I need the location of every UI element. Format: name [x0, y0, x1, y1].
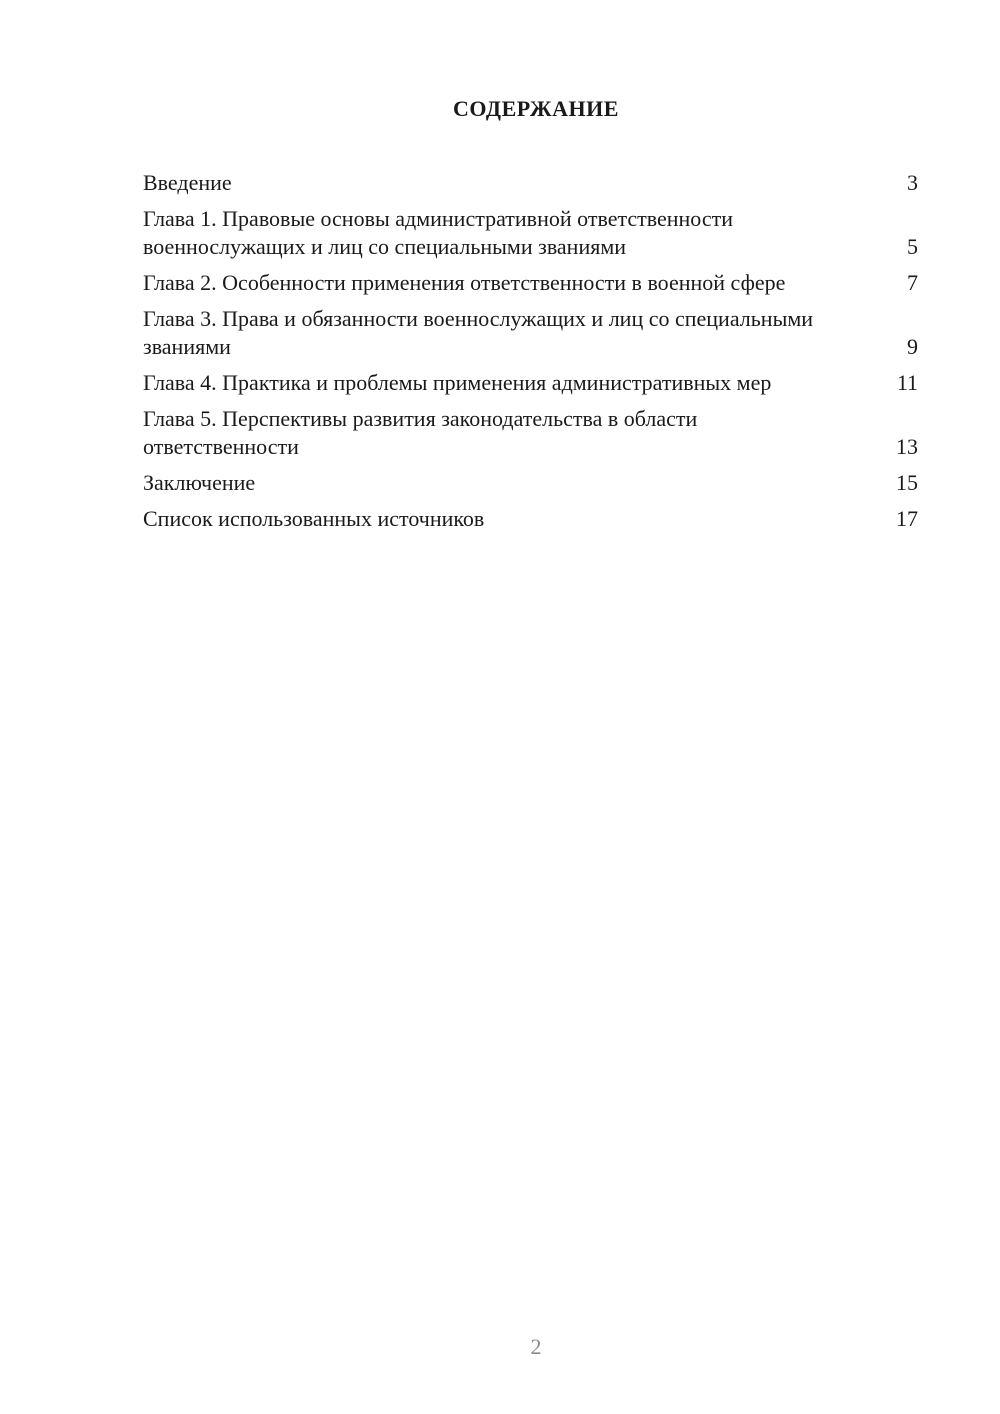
toc-entry-text: Список использованных источников — [143, 506, 485, 531]
toc-entry-text: Глава 2. Особенности применения ответственности в военной сфере — [143, 270, 786, 295]
page-title: СОДЕРЖАНИЕ — [453, 96, 619, 121]
toc-entry-chapter-2[interactable] — [143, 269, 918, 297]
toc-entry-chapter-4[interactable] — [143, 369, 918, 397]
toc-entry-text: Заключение — [143, 470, 256, 495]
toc-entry-page: 5 — [907, 234, 918, 259]
toc-entry-page: 3 — [907, 170, 918, 195]
toc-entry-text: Глава 4. Практика и проблемы применения административных мер — [143, 370, 772, 395]
toc-entry-text: Глава 5. Перспективы развития законодательства в области ответственности — [143, 406, 698, 459]
toc-entry-page: 17 — [896, 506, 918, 531]
toc-entry-text: Глава 3. Права и обязанности военнослужащих и лиц со специальными званиями — [143, 306, 814, 359]
toc-entry-chapter-1[interactable] — [143, 205, 918, 261]
toc-entry-text: Введение — [143, 170, 232, 195]
toc-entry-page: 13 — [896, 434, 918, 459]
toc-entry-page: 7 — [907, 270, 918, 295]
toc-entry-references[interactable] — [143, 505, 918, 533]
toc-entry-chapter-3[interactable] — [143, 305, 918, 361]
toc-entry-text: Глава 1. Правовые основы административной ответственности военнослужащих и лиц со специальными званиями — [143, 206, 733, 259]
toc-entry-conclusion[interactable] — [143, 469, 918, 497]
page-number: 2 — [530, 1334, 542, 1359]
toc-entry-page: 11 — [896, 370, 918, 395]
toc-entry-introduction[interactable] — [143, 169, 918, 197]
toc-entry-chapter-5[interactable] — [143, 405, 918, 461]
toc-entry-page: 9 — [907, 334, 918, 359]
table-of-contents — [143, 169, 918, 541]
toc-entry-page: 15 — [896, 470, 918, 495]
